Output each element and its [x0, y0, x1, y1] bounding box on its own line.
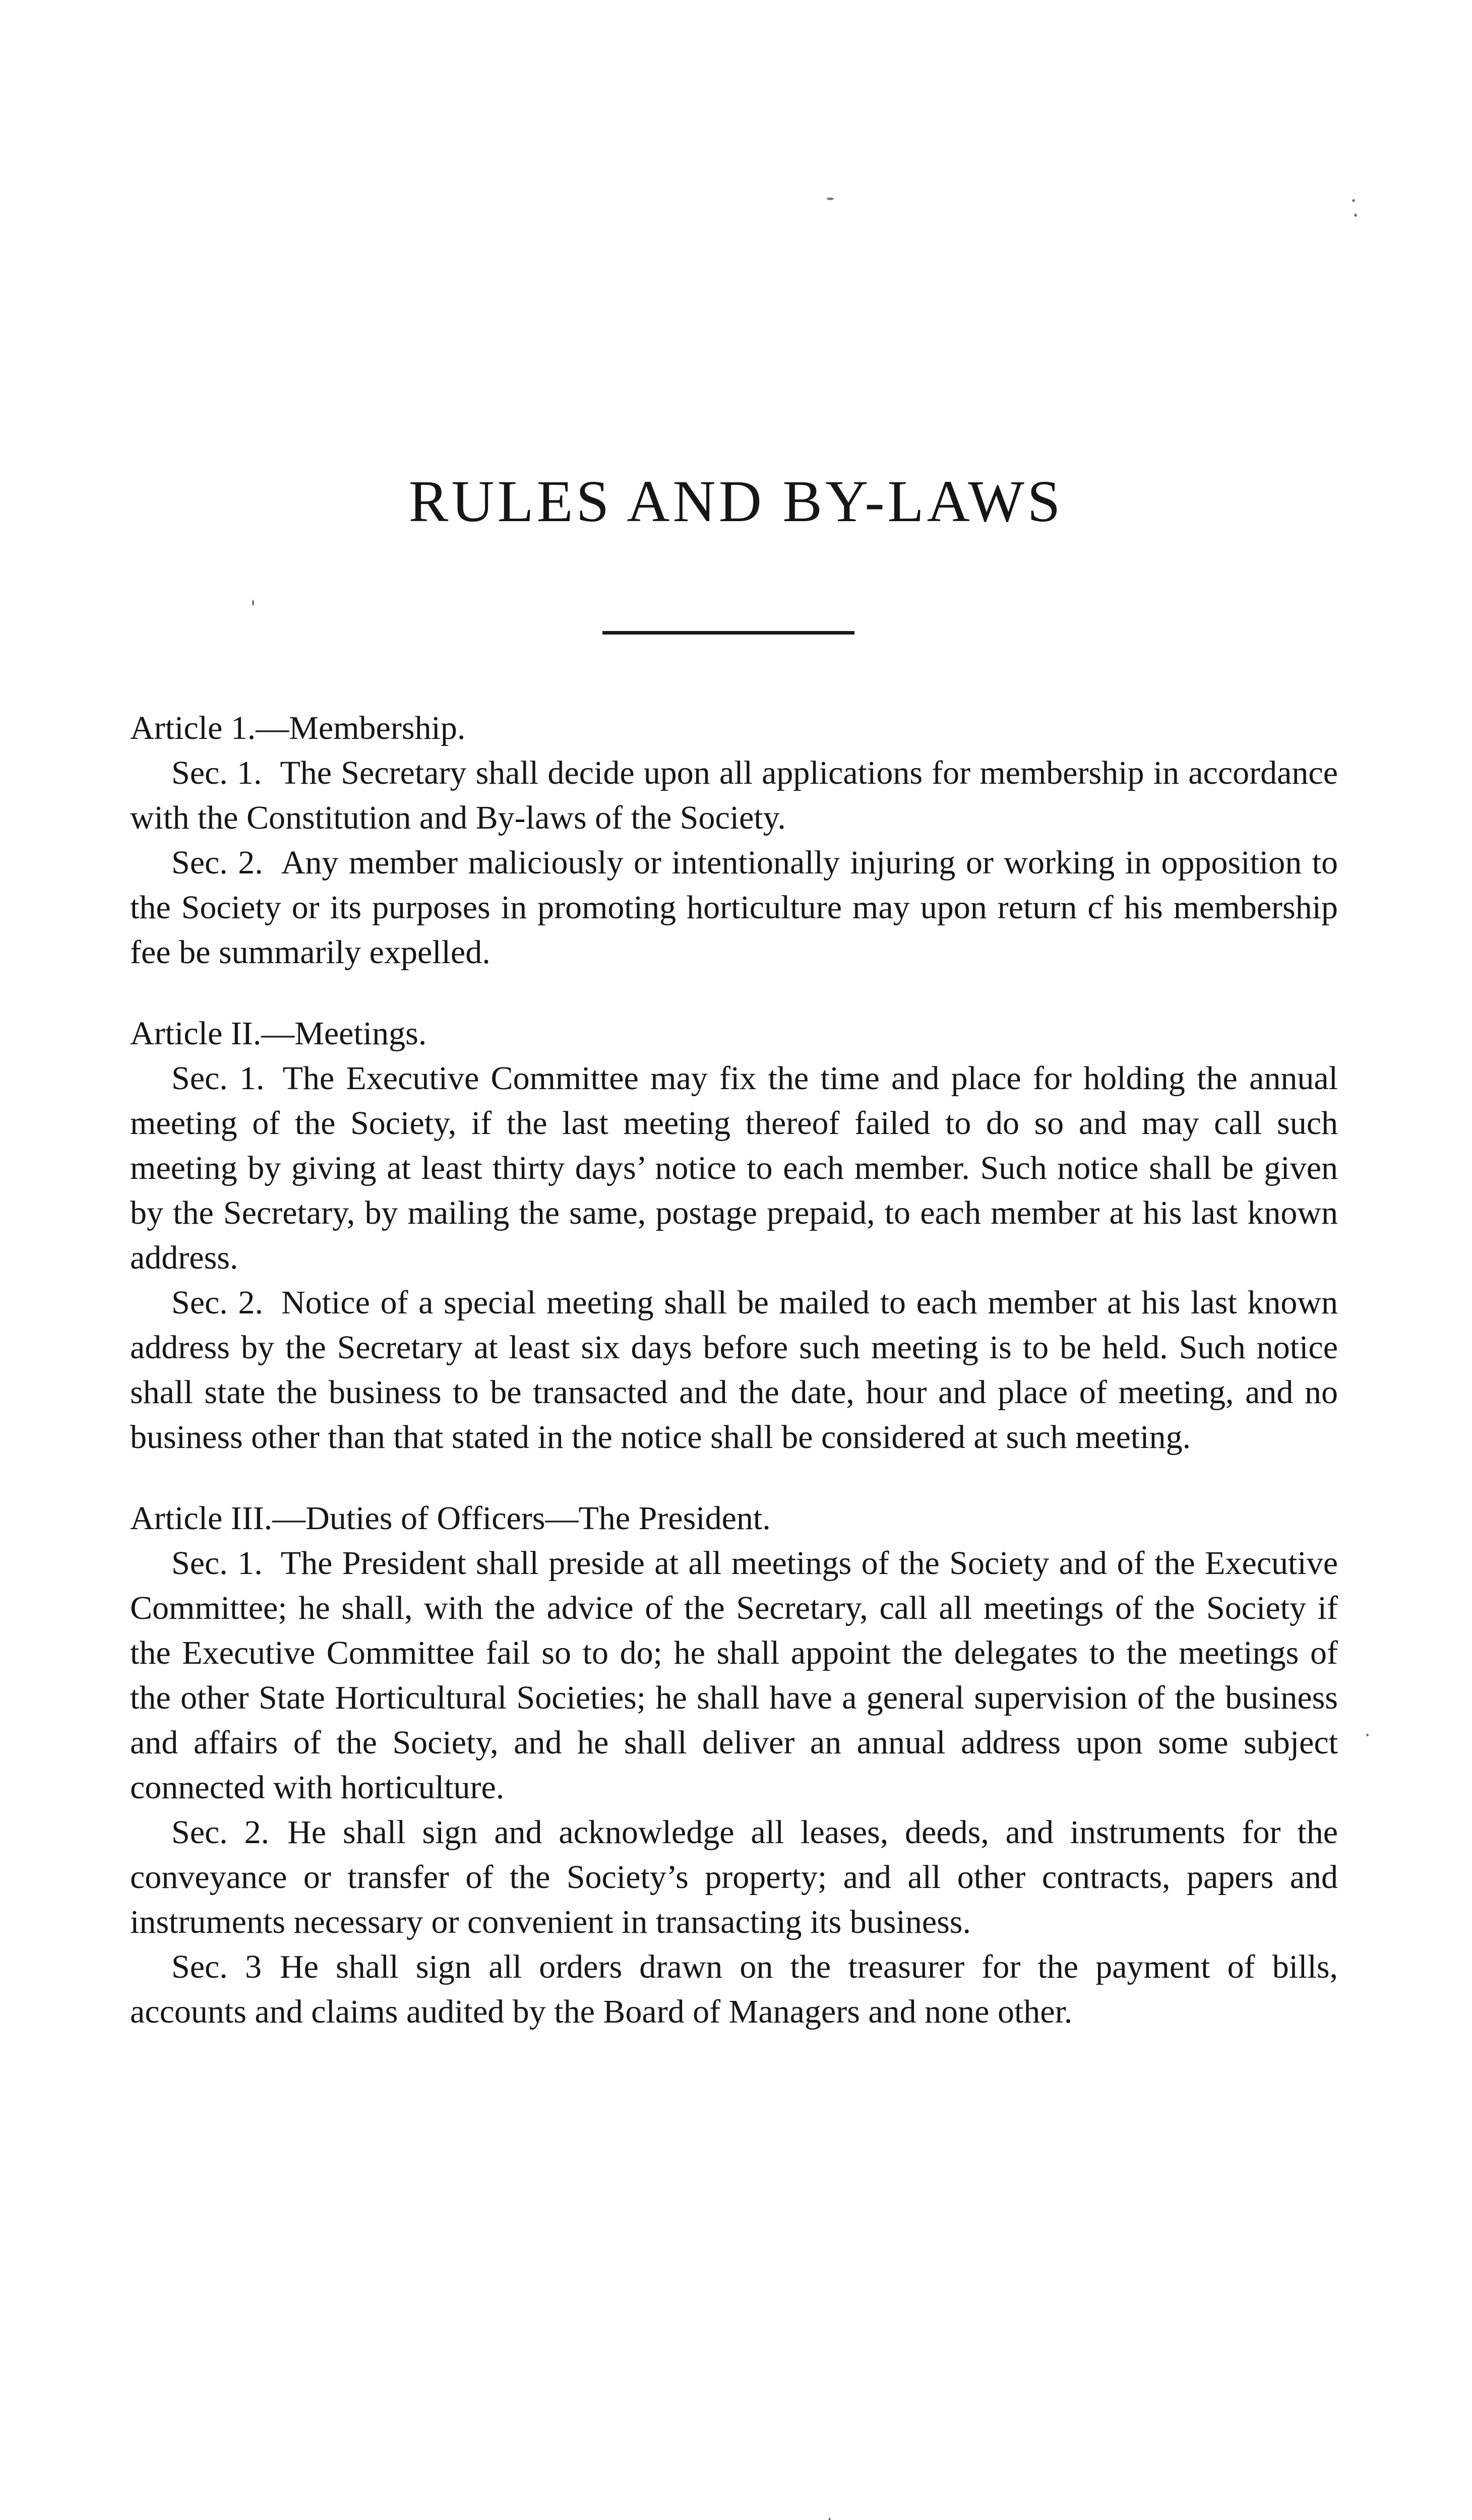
page-title: RULES AND BY-LAWS — [408, 468, 1064, 534]
section-paragraph — [130, 1944, 1338, 2034]
scan-speck — [252, 600, 254, 606]
scan-speck — [828, 2517, 831, 2520]
section-label: Sec. 2. — [171, 844, 263, 881]
title-divider — [602, 631, 854, 635]
section-label: Sec. 2. — [171, 1814, 270, 1851]
section-paragraph — [130, 1541, 1338, 1810]
article-heading: Article III.—Duties of Officers—The President. — [130, 1500, 771, 1537]
section-text: The Executive Committee may fix the time and place for holding the annual meeting of the Society, if the last meeting thereof failed to do so and may call such meeting by giving at least thirty days’ notice to each member. Such notice shall be given by the Secretary, by mailing the same, postage prepaid, to each member at his last known address. — [130, 1060, 1338, 1276]
document-body — [130, 706, 1338, 2070]
article-meetings — [130, 1011, 1338, 1460]
section-paragraph — [130, 750, 1338, 840]
article-membership — [130, 706, 1338, 975]
section-text: He shall sign all orders drawn on the treasurer for the payment of bills, accounts and claims audited by the Board of Managers and none other. — [130, 1948, 1338, 2030]
section-text: The Secretary shall decide upon all applications for membership in accordance with the Constitution and By-laws of the Society. — [130, 754, 1338, 836]
section-text: Notice of a special meeting shall be mailed to each member at his last known address by the Secretary at least six days before such meeting is to be held. Such notice shall state the business to be transacted and the date, hour and place of meeting, and no business other than that stated in the notice shall be considered at such meeting. — [130, 1284, 1338, 1456]
section-label: Sec. 1. — [171, 1060, 265, 1097]
article-heading: Article 1.—Membership. — [130, 710, 466, 746]
scan-speck — [1366, 1734, 1369, 1736]
article-heading: Article II.—Meetings. — [130, 1015, 427, 1052]
section-label: Sec. 1. — [171, 1545, 263, 1582]
section-paragraph — [130, 840, 1338, 975]
section-text: The President shall preside at all meetings of the Society and of the Executive Committee; he shall, with the advice of the Secretary, call all meetings of the Society if the Executive Committee fail so to do; he shall appoint the delegates to the meetings of the other State Horticultural Societies; he shall have a general supervision of the business and affairs of the Society, and he shall deliver an annual address upon some subject connected with horticulture. — [130, 1545, 1338, 1806]
section-text: Any member maliciously or intentionally injuring or working in opposition to the Society or its purposes in promoting horticulture may upon return cf his membership fee be summarily expelled. — [130, 844, 1338, 971]
section-paragraph — [130, 1280, 1338, 1460]
scan-speck — [1354, 214, 1357, 217]
section-paragraph — [130, 1056, 1338, 1280]
scan-speck — [827, 198, 834, 200]
article-duties-of-officers — [130, 1496, 1338, 2034]
section-label: Sec. 3 — [171, 1948, 262, 1985]
section-paragraph — [130, 1810, 1338, 1944]
scan-speck — [1352, 199, 1355, 202]
section-text: He shall sign and acknowledge all leases, deeds, and instruments for the conveyance or transfer of the Society’s property; and all other contracts, papers and instruments necessary or convenient in transacting its business. — [130, 1814, 1338, 1940]
section-label: Sec. 1. — [171, 754, 262, 791]
section-label: Sec. 2. — [171, 1284, 263, 1321]
